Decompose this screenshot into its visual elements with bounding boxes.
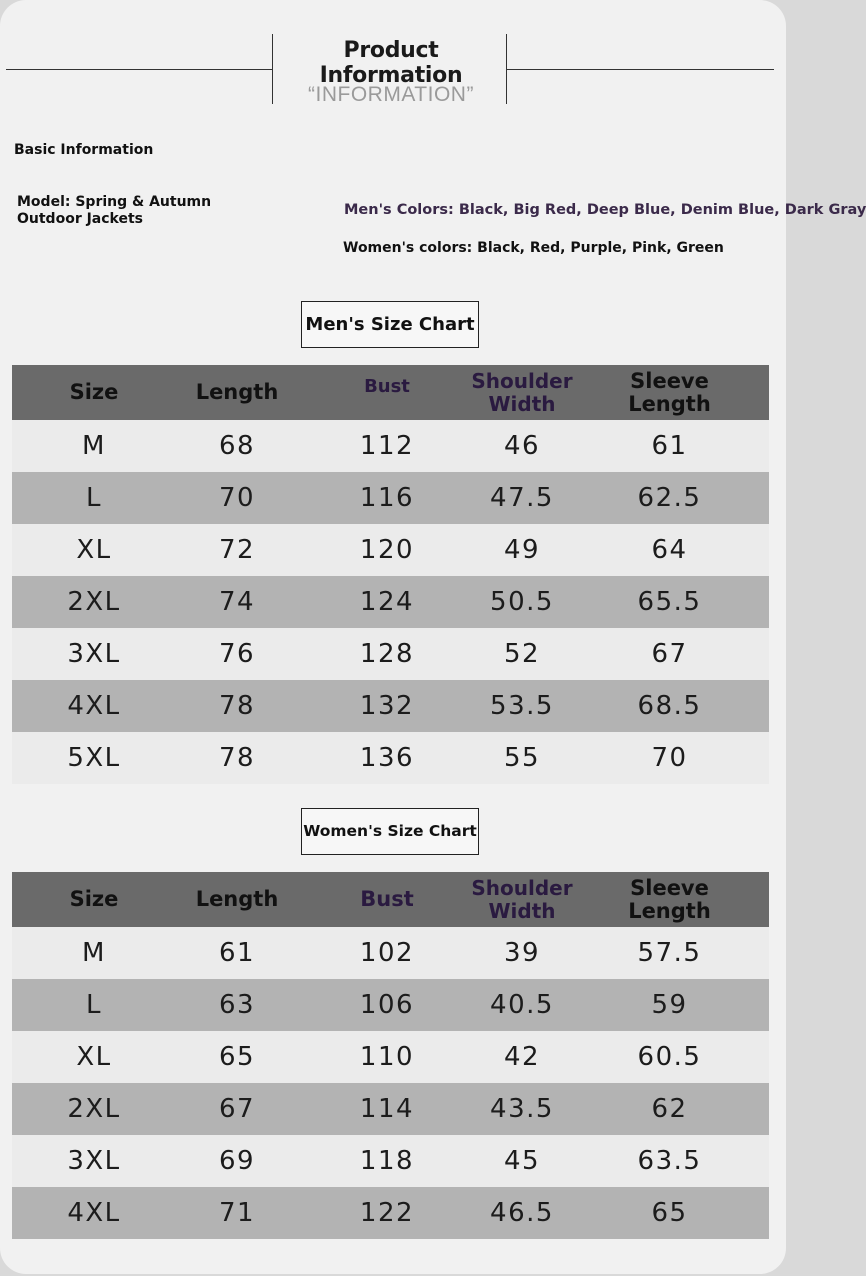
size-cell: M xyxy=(82,431,106,461)
table-header-row xyxy=(12,365,769,420)
sleeve-length-cell: 61 xyxy=(651,431,688,461)
table-row xyxy=(12,1187,769,1239)
size-cell: XL xyxy=(76,535,112,565)
size-cell: 4XL xyxy=(67,1198,121,1228)
table-row xyxy=(12,628,769,680)
header-bracket-left xyxy=(272,34,273,104)
sleeve-length-cell: 59 xyxy=(651,990,688,1020)
bust-cell: 120 xyxy=(359,535,415,565)
shoulder-width-cell: 52 xyxy=(503,639,541,669)
length-cell: 72 xyxy=(218,535,256,565)
shoulder-width-cell: 43.5 xyxy=(490,1094,554,1124)
sleeve-length-cell: 60.5 xyxy=(637,1042,702,1072)
table-row xyxy=(12,1135,769,1187)
table-row xyxy=(12,1031,769,1083)
sleeve-length-cell: 70 xyxy=(651,743,688,773)
table-row xyxy=(12,680,769,732)
women-colors-text: Women's colors: Black, Red, Purple, Pink, Green xyxy=(343,240,724,256)
header-rule-right xyxy=(507,69,774,70)
column-header-bust: Bust xyxy=(364,376,410,397)
length-cell: 78 xyxy=(218,743,256,773)
table-row xyxy=(12,576,769,628)
sleeve-length-cell: 62.5 xyxy=(637,483,702,513)
table-row xyxy=(12,927,769,979)
length-cell: 61 xyxy=(218,938,256,968)
bust-cell: 110 xyxy=(359,1042,415,1072)
size-cell: L xyxy=(86,483,102,513)
shoulder-width-cell: 55 xyxy=(503,743,541,773)
sleeve-length-cell: 64 xyxy=(651,535,688,565)
bust-cell: 118 xyxy=(359,1146,415,1176)
sleeve-length-cell: 63.5 xyxy=(637,1146,702,1176)
length-cell: 65 xyxy=(218,1042,256,1072)
column-header-size: Size xyxy=(69,380,119,404)
length-cell: 74 xyxy=(218,587,256,617)
table-row xyxy=(12,420,769,472)
length-cell: 67 xyxy=(218,1094,256,1124)
bust-cell: 136 xyxy=(359,743,415,773)
bust-cell: 102 xyxy=(359,938,415,968)
length-cell: 76 xyxy=(218,639,256,669)
sleeve-length-cell: 65 xyxy=(651,1198,688,1228)
header-bracket-right xyxy=(506,34,507,104)
bust-cell: 122 xyxy=(359,1198,415,1228)
sleeve-length-cell: 62 xyxy=(651,1094,688,1124)
column-header-shoulder-width: Shoulder Width xyxy=(471,875,573,923)
shoulder-width-cell: 47.5 xyxy=(490,483,554,513)
size-cell: L xyxy=(86,990,102,1020)
men-colors-text: Men's Colors: Black, Big Red, Deep Blue, Denim Blue, Dark Gray xyxy=(344,202,866,218)
length-cell: 78 xyxy=(218,691,256,721)
shoulder-width-cell: 49 xyxy=(503,535,541,565)
women-size-table xyxy=(12,872,769,1239)
shoulder-width-cell: 39 xyxy=(503,938,541,968)
table-row xyxy=(12,472,769,524)
sleeve-length-cell: 67 xyxy=(651,639,688,669)
sleeve-length-cell: 65.5 xyxy=(637,587,702,617)
bust-cell: 116 xyxy=(359,483,415,513)
men-size-chart-label: Men's Size Chart xyxy=(301,301,479,348)
shoulder-width-cell: 40.5 xyxy=(490,990,554,1020)
men-size-table xyxy=(12,365,769,784)
column-header-bust: Bust xyxy=(360,887,414,911)
column-header-size: Size xyxy=(69,887,119,911)
size-cell: 4XL xyxy=(67,691,121,721)
women-size-chart-label: Women's Size Chart xyxy=(301,808,479,855)
shoulder-width-cell: 45 xyxy=(503,1146,541,1176)
bust-cell: 106 xyxy=(359,990,415,1020)
basic-info-heading: Basic Information xyxy=(14,142,154,158)
length-cell: 71 xyxy=(218,1198,256,1228)
size-cell: XL xyxy=(76,1042,112,1072)
shoulder-width-cell: 46.5 xyxy=(490,1198,554,1228)
header-rule-left xyxy=(6,69,272,70)
size-cell: 5XL xyxy=(67,743,121,773)
bust-cell: 132 xyxy=(359,691,415,721)
length-cell: 63 xyxy=(218,990,256,1020)
sleeve-length-cell: 68.5 xyxy=(637,691,702,721)
length-cell: 68 xyxy=(218,431,256,461)
bust-cell: 128 xyxy=(359,639,415,669)
page-title: Product Information xyxy=(319,38,463,88)
table-row xyxy=(12,979,769,1031)
size-cell: M xyxy=(82,938,106,968)
column-header-length: Length xyxy=(195,380,279,404)
table-header-row xyxy=(12,872,769,927)
column-header-sleeve-length: Sleeve Length xyxy=(628,368,711,416)
bust-cell: 114 xyxy=(359,1094,415,1124)
table-row xyxy=(12,732,769,784)
size-cell: 3XL xyxy=(67,639,121,669)
page-subtitle: “INFORMATION” xyxy=(308,83,474,106)
table-row xyxy=(12,524,769,576)
sleeve-length-cell: 57.5 xyxy=(637,938,702,968)
size-cell: 2XL xyxy=(67,1094,121,1124)
size-cell: 2XL xyxy=(67,587,121,617)
shoulder-width-cell: 50.5 xyxy=(490,587,554,617)
bust-cell: 112 xyxy=(359,431,415,461)
shoulder-width-cell: 53.5 xyxy=(490,691,554,721)
length-cell: 70 xyxy=(218,483,256,513)
shoulder-width-cell: 42 xyxy=(503,1042,541,1072)
column-header-shoulder-width: Shoulder Width xyxy=(471,368,573,416)
bust-cell: 124 xyxy=(359,587,415,617)
table-row xyxy=(12,1083,769,1135)
shoulder-width-cell: 46 xyxy=(503,431,541,461)
size-cell: 3XL xyxy=(67,1146,121,1176)
model-text: Model: Spring & Autumn Outdoor Jackets xyxy=(17,194,212,227)
length-cell: 69 xyxy=(218,1146,256,1176)
column-header-sleeve-length: Sleeve Length xyxy=(628,875,711,923)
column-header-length: Length xyxy=(195,887,279,911)
